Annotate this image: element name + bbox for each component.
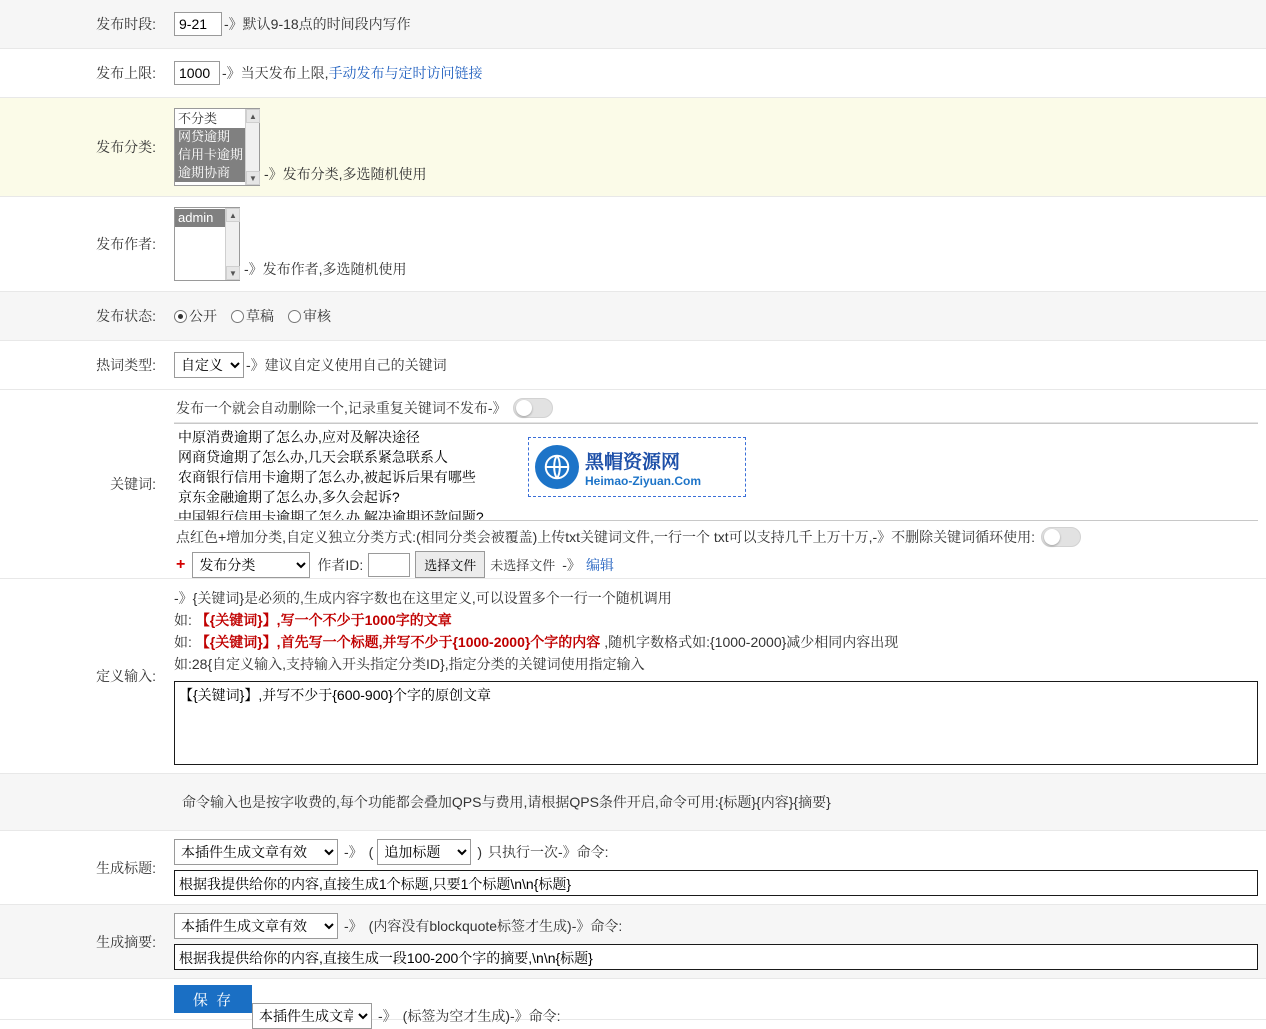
gen-tag-mode-select[interactable] — [252, 1003, 372, 1029]
publish-time-input[interactable] — [174, 12, 222, 36]
row-gen-title — [0, 831, 1266, 905]
row-hotword-type — [0, 341, 1266, 390]
watermark-subtitle: Heimao-Ziyuan.Com — [585, 473, 702, 488]
keywords-mid-hint: 点红色+增加分类,自定义独立分类方式:(相同分类会被覆盖)上传txt关键词文件,一行一个 txt可以支持几千上万十万,-》不删除关键词循环使用: — [176, 529, 1036, 545]
file-name-text: 未选择文件 — [490, 558, 556, 573]
note-prefix: 如: — [174, 612, 192, 628]
custom-input-note-4: 如:28{自定义输入,支持输入开头指定分类ID},指定分类的关键词使用指定输入 — [174, 656, 645, 672]
publish-limit-input[interactable] — [174, 61, 220, 85]
label-keywords: 关键词: — [110, 476, 156, 492]
radio-label: 公开 — [189, 308, 217, 324]
paren-close: ) — [477, 844, 483, 860]
delete-on-publish-toggle[interactable] — [513, 398, 553, 418]
custom-input-note-1: -》{关键词}是必须的,生成内容字数也在这里定义,可以设置多个一行一个随机调用 — [174, 590, 672, 606]
field-publish-limit — [166, 49, 1266, 97]
publish-time-hint: -》默认9-18点的时间段内写作 — [224, 16, 411, 32]
radio-icon — [231, 310, 244, 323]
radio-label: 草稿 — [246, 308, 274, 324]
label-gen-title: 生成标题: — [96, 859, 156, 876]
listbox-scrollbar[interactable] — [225, 208, 239, 280]
list-option[interactable]: 不分类 — [178, 111, 218, 126]
gen-summary-mode-select[interactable] — [174, 913, 338, 939]
note-suffix: ,随机字数格式如:{1000-2000}减少相同内容出现 — [604, 634, 899, 650]
field-publish-status — [166, 292, 1266, 340]
gen-title-arrow: -》 — [344, 844, 363, 860]
label-publish-status: 发布状态: — [96, 308, 156, 324]
gen-tag-arrow: -》 — [378, 1008, 397, 1024]
list-option[interactable]: 信用卡逾期 — [175, 146, 259, 164]
gen-title-mode-select[interactable] — [174, 839, 338, 865]
keywords-subrow — [174, 551, 1258, 578]
note-red: 【{关键词}】,写一个不少于1000字的文章 — [195, 612, 452, 628]
list-option[interactable]: 逾期协商 — [175, 164, 259, 182]
radio-review[interactable] — [288, 306, 331, 326]
gen-title-command-textarea[interactable] — [174, 870, 1258, 896]
publish-author-listbox[interactable] — [174, 207, 240, 281]
keywords-top-hint: 发布一个就会自动删除一个,记录重复关键词不发布-》 — [176, 400, 507, 416]
paren-open: ( — [368, 844, 374, 860]
keywords-textarea[interactable] — [174, 423, 1258, 521]
row-publish-status — [0, 292, 1266, 341]
field-gen-title — [166, 831, 1266, 904]
label-publish-author: 发布作者: — [96, 236, 156, 252]
custom-input-textarea[interactable] — [174, 681, 1258, 765]
field-hotword-type — [166, 341, 1266, 389]
radio-icon — [288, 310, 301, 323]
list-option[interactable]: 网贷逾期 — [175, 128, 259, 146]
row-gen-tag — [0, 979, 1266, 1024]
label-custom-input: 定义输入: — [96, 668, 156, 684]
field-publish-author — [166, 197, 1266, 291]
row-publish-time — [0, 0, 1266, 49]
custom-input-note-2 — [174, 609, 1258, 631]
scroll-up-icon[interactable]: ▲ — [226, 208, 240, 222]
field-command-note — [166, 774, 1266, 830]
hotword-type-hint: -》建议自定义使用自己的关键词 — [246, 357, 447, 373]
add-category-icon[interactable]: + — [176, 555, 186, 573]
author-id-label: 作者ID: — [317, 556, 364, 573]
list-option[interactable]: admin — [175, 209, 239, 227]
label-publish-category: 发布分类: — [96, 139, 156, 155]
row-publish-author — [0, 197, 1266, 292]
row-publish-limit — [0, 49, 1266, 98]
author-id-input[interactable] — [368, 553, 410, 577]
scroll-up-icon[interactable]: ▲ — [246, 109, 260, 123]
radio-icon — [174, 310, 187, 323]
hotword-type-select[interactable] — [174, 352, 244, 378]
loop-keywords-toggle[interactable] — [1041, 527, 1081, 547]
row-gen-summary — [0, 905, 1266, 979]
scroll-down-icon[interactable]: ▼ — [226, 266, 240, 280]
listbox-scrollbar[interactable] — [245, 109, 259, 185]
row-custom-input — [0, 579, 1266, 774]
command-note-text: 命令输入也是按字收费的,每个功能都会叠加QPS与费用,请根据QPS条件开启,命令可用:{标题}{内容}{摘要} — [182, 794, 831, 810]
note-red: 【{关键词}】,首先写一个标题,并写不少于{1000-2000}个字的内容 — [195, 634, 601, 650]
radio-public[interactable] — [174, 306, 217, 326]
label-gen-tag — [0, 979, 166, 1019]
field-custom-input — [166, 579, 1266, 773]
gen-summary-command-textarea[interactable] — [174, 944, 1258, 970]
choose-file-button[interactable]: 选择文件 — [415, 551, 485, 578]
row-command-note — [0, 774, 1266, 831]
label-gen-summary: 生成摘要: — [96, 933, 156, 950]
category-select[interactable] — [192, 552, 310, 578]
radio-draft[interactable] — [231, 306, 274, 326]
publish-status-radio-group[interactable] — [174, 306, 1258, 326]
row-keywords — [0, 390, 1266, 579]
sub-tail-arrow: -》 — [562, 556, 581, 573]
custom-input-note-3 — [174, 631, 1258, 653]
label-command-note-empty — [0, 774, 166, 830]
row-publish-category — [0, 98, 1266, 197]
publish-limit-hint: -》当天发布上限, — [222, 65, 329, 81]
label-hotword-type: 热词类型: — [96, 357, 156, 373]
label-publish-limit: 发布上限: — [96, 65, 156, 81]
field-keywords — [166, 390, 1266, 578]
radio-label: 审核 — [303, 308, 331, 324]
gen-title-action-select[interactable] — [377, 839, 471, 865]
field-publish-category — [166, 98, 1266, 196]
manual-publish-link[interactable]: 手动发布与定时访问链接 — [328, 65, 483, 81]
publish-category-hint: -》发布分类,多选随机使用 — [264, 166, 427, 182]
field-gen-summary — [166, 905, 1266, 978]
note-prefix: 如: — [174, 634, 192, 650]
scroll-down-icon[interactable]: ▼ — [246, 171, 260, 185]
gen-title-mid-hint: 只执行一次-》命令: — [488, 844, 609, 860]
gen-summary-arrow: -》 — [344, 918, 363, 934]
gen-tag-mid-hint: (标签为空才生成)-》命令: — [402, 1008, 561, 1024]
publish-author-hint: -》发布作者,多选随机使用 — [244, 261, 407, 277]
publish-category-listbox[interactable] — [174, 108, 260, 186]
edit-link[interactable]: 编辑 — [585, 556, 614, 573]
save-button[interactable]: 保 存 — [174, 985, 252, 1013]
watermark-title: 黑帽资源网 — [585, 451, 681, 473]
field-gen-tag — [166, 979, 1266, 1024]
field-publish-time — [166, 0, 1266, 48]
label-publish-time: 发布时段: — [96, 16, 156, 32]
gen-summary-mid-hint: (内容没有blockquote标签才生成)-》命令: — [368, 918, 623, 934]
